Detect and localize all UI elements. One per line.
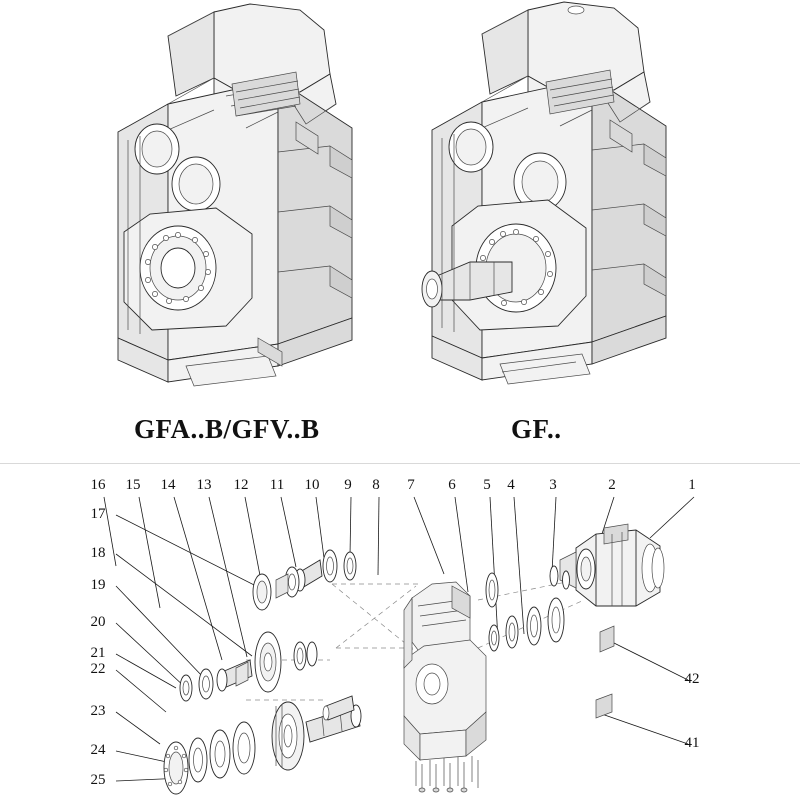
callout-3: 3 (549, 477, 557, 493)
callout-8: 8 (372, 477, 380, 493)
callout-9: 9 (344, 477, 352, 493)
callout-24: 24 (90, 742, 106, 758)
callout-4: 4 (507, 477, 515, 493)
callout-13: 13 (196, 477, 212, 493)
callout-19: 19 (90, 577, 106, 593)
callout-21: 21 (90, 645, 106, 661)
callout-7: 7 (407, 477, 415, 493)
callout-42: 42 (684, 671, 700, 687)
part-group-main-housing (404, 582, 486, 786)
part-group-rings-mid-right (486, 566, 570, 651)
callout-20: 20 (90, 614, 106, 630)
callout-16: 16 (90, 477, 106, 493)
caption-view-right: GF.. (511, 414, 562, 444)
callout-5: 5 (483, 477, 491, 493)
callout-41: 41 (684, 735, 700, 751)
part-group-input-flange (560, 524, 664, 606)
callout-14: 14 (160, 477, 176, 493)
callout-10: 10 (304, 477, 320, 493)
callout-11: 11 (269, 477, 285, 493)
callout-1: 1 (688, 477, 696, 493)
part-group-middle-shaft (180, 632, 317, 701)
callout-6: 6 (448, 477, 456, 493)
callout-12: 12 (233, 477, 249, 493)
callout-22: 22 (90, 661, 106, 677)
part-group-upper-shaft (253, 550, 356, 610)
callout-17: 17 (90, 506, 106, 522)
leader-lines-right (596, 642, 688, 744)
callout-2: 2 (608, 477, 616, 493)
callout-15: 15 (125, 477, 141, 493)
caption-view-left: GFA..B/GFV..B (134, 414, 320, 444)
callout-23: 23 (90, 703, 106, 719)
callout-18: 18 (90, 545, 106, 561)
callout-25: 25 (90, 772, 106, 788)
